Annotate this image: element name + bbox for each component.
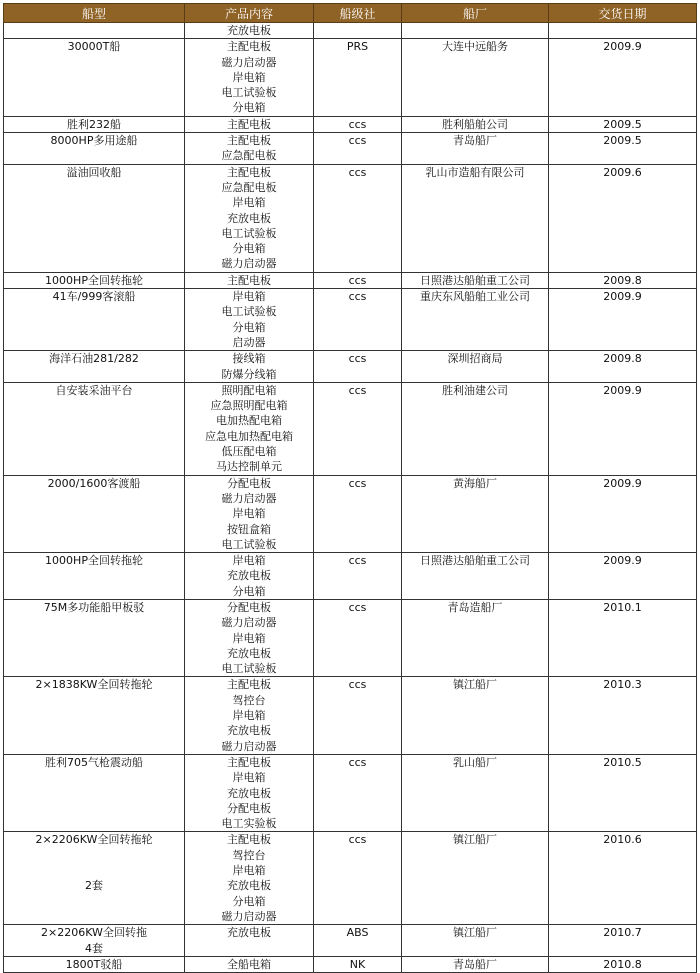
shipyard-cell-text: 乳山市造船有限公司	[425, 165, 525, 179]
products-cell-line: 磁力启动器	[221, 909, 277, 923]
society-cell-text: ccs	[348, 290, 367, 304]
ship-type-cell	[4, 133, 185, 165]
ship-type-cell-line: 30000T船	[67, 40, 121, 54]
ship-type-cell	[4, 351, 185, 383]
products-cell-line: 分电箱	[232, 320, 266, 334]
society-cell-text: ccs	[348, 554, 367, 568]
shipyard-cell	[402, 23, 549, 39]
shipyard-cell-text: 乳山船厂	[453, 755, 497, 769]
ship-type-cell-line	[4, 848, 184, 863]
society-cell-text: ccs	[348, 117, 367, 131]
table-row	[4, 116, 697, 132]
header-society: 船级社	[314, 4, 402, 23]
products-cell	[185, 475, 314, 552]
ship-type-cell	[4, 553, 185, 600]
society-cell	[314, 351, 402, 383]
ship-type-cell-line: 1000HP全回转拖轮	[45, 554, 143, 568]
products-cell	[185, 116, 314, 132]
ship-type-cell	[4, 39, 185, 116]
ship-type-cell-line: 胜利705气枪震动船	[45, 755, 143, 769]
delivery-date-cell-text: 2009.6	[603, 165, 642, 179]
ship-type-cell-line: 4套	[85, 941, 103, 955]
delivery-date-cell	[549, 39, 697, 116]
products-cell-line: 分电箱	[232, 894, 266, 908]
products-cell-line: 电加热配电箱	[216, 414, 282, 428]
shipyard-cell-text: 大连中远船务	[442, 40, 508, 54]
society-cell	[314, 956, 402, 972]
ship-type-cell-line: 2×2206KW全回转拖	[41, 926, 147, 940]
products-cell-line: 主配电板	[227, 117, 271, 131]
shipyard-cell	[402, 956, 549, 972]
shipyard-cell-text: 日照港达船舶重工公司	[420, 273, 530, 287]
delivery-date-cell-text: 2010.6	[603, 833, 642, 847]
products-cell-line: 磁力启动器	[221, 616, 277, 630]
shipyard-cell	[402, 832, 549, 925]
society-cell-text: ccs	[348, 678, 367, 692]
ship-type-cell-line	[4, 863, 184, 878]
delivery-table	[3, 3, 697, 973]
shipyard-cell	[402, 754, 549, 831]
shipyard-cell	[402, 116, 549, 132]
products-cell-line: 马达控制单元	[216, 460, 282, 474]
shipyard-cell-text: 青岛船厂	[453, 134, 497, 148]
ship-type-cell-line: 41车/999客滚船	[52, 290, 136, 304]
products-cell	[185, 39, 314, 116]
society-cell	[314, 832, 402, 925]
products-cell-line: 岸电箱	[232, 554, 266, 568]
society-cell	[314, 553, 402, 600]
products-cell-line: 充放电板	[227, 879, 271, 893]
shipyard-cell	[402, 289, 549, 351]
products-cell	[185, 133, 314, 165]
products-cell-line: 岸电箱	[232, 771, 266, 785]
delivery-date-cell	[549, 272, 697, 288]
society-cell	[314, 272, 402, 288]
shipyard-cell-text: 胜利油建公司	[442, 383, 508, 397]
products-cell	[185, 289, 314, 351]
header-row	[4, 4, 697, 23]
products-cell-line: 充放电板	[227, 646, 271, 660]
shipyard-cell-text: 镇江船厂	[453, 926, 497, 940]
shipyard-cell-text: 青岛船厂	[453, 957, 497, 971]
society-cell-text: NK	[349, 957, 366, 971]
products-cell-line: 应急照明配电箱	[210, 399, 288, 413]
table-row	[4, 272, 697, 288]
products-cell-line: 岸电箱	[232, 196, 266, 210]
products-cell-line: 防爆分线箱	[221, 367, 277, 381]
products-cell-line: 充放电板	[227, 569, 271, 583]
products-cell	[185, 754, 314, 831]
society-cell	[314, 23, 402, 39]
delivery-date-cell-text: 2009.8	[603, 352, 642, 366]
delivery-date-cell-text: 2009.9	[603, 383, 642, 397]
delivery-date-cell-text: 2009.8	[603, 273, 642, 287]
shipyard-cell-text: 胜利船舶公司	[442, 117, 508, 131]
products-cell-line: 充放电板	[227, 24, 271, 37]
society-cell	[314, 133, 402, 165]
ship-type-cell	[4, 23, 185, 39]
products-cell-line: 充放电板	[227, 724, 271, 738]
delivery-date-cell-text: 2010.5	[603, 755, 642, 769]
shipyard-cell	[402, 677, 549, 754]
table-row	[4, 289, 697, 351]
society-cell-text: ccs	[348, 134, 367, 148]
delivery-date-cell-text	[549, 23, 696, 38]
delivery-date-cell	[549, 382, 697, 475]
shipyard-cell	[402, 475, 549, 552]
shipyard-cell	[402, 351, 549, 383]
table-row	[4, 599, 697, 676]
shipyard-cell	[402, 925, 549, 957]
products-cell-line: 磁力启动器	[221, 739, 277, 753]
ship-type-cell	[4, 382, 185, 475]
society-cell-text: ccs	[348, 600, 367, 614]
products-cell	[185, 925, 314, 957]
delivery-date-cell-text: 2009.9	[603, 290, 642, 304]
products-cell-line: 主配电板	[227, 755, 271, 769]
products-cell-line: 主配电板	[227, 134, 271, 148]
society-cell	[314, 289, 402, 351]
table-row	[4, 754, 697, 831]
ship-type-cell-line: 1000HP全回转拖轮	[45, 273, 143, 287]
products-cell-line: 主配电板	[227, 273, 271, 287]
shipyard-cell-text: 深圳招商局	[447, 352, 503, 366]
products-cell-line: 充放电板	[227, 926, 271, 940]
society-cell	[314, 677, 402, 754]
products-cell-line: 分电箱	[232, 242, 266, 256]
shipyard-cell-text	[402, 23, 548, 38]
delivery-date-cell-text: 2009.9	[603, 40, 642, 54]
society-cell	[314, 925, 402, 957]
ship-type-cell-line: 胜利232船	[67, 117, 121, 131]
delivery-date-cell	[549, 351, 697, 383]
shipyard-cell	[402, 599, 549, 676]
header-delivery-date: 交货日期	[549, 4, 697, 23]
products-cell-line: 电工试验板	[221, 537, 277, 551]
society-cell-text: ccs	[348, 833, 367, 847]
products-cell-line: 分电箱	[232, 584, 266, 598]
products-cell-line: 磁力启动器	[221, 491, 277, 505]
society-cell	[314, 116, 402, 132]
society-cell-text: ccs	[348, 476, 367, 490]
products-cell	[185, 677, 314, 754]
products-cell-line: 岸电箱	[232, 70, 266, 84]
products-cell	[185, 599, 314, 676]
ship-type-cell	[4, 832, 185, 925]
ship-type-cell-line: 8000HP多用途船	[50, 134, 138, 148]
products-cell-line: 磁力启动器	[221, 257, 277, 271]
products-cell-line: 岸电箱	[232, 709, 266, 723]
table-row	[4, 39, 697, 116]
society-cell-text: ccs	[348, 383, 367, 397]
products-cell	[185, 23, 314, 39]
ship-type-cell-line: 溢油回收船	[66, 165, 122, 179]
shipyard-cell	[402, 553, 549, 600]
delivery-date-cell	[549, 553, 697, 600]
ship-type-cell	[4, 475, 185, 552]
header-ship-type: 船型	[4, 4, 185, 23]
shipyard-cell-text: 青岛造船厂	[447, 600, 503, 614]
shipyard-cell-text: 日照港达船舶重工公司	[420, 554, 530, 568]
delivery-date-cell	[549, 475, 697, 552]
delivery-date-cell	[549, 116, 697, 132]
products-cell-line: 主配电板	[227, 165, 271, 179]
ship-type-cell	[4, 272, 185, 288]
delivery-date-cell	[549, 23, 697, 39]
header-products: 产品内容	[185, 4, 314, 23]
table-row	[4, 475, 697, 552]
products-cell-line: 电工试验板	[221, 305, 277, 319]
delivery-date-cell	[549, 164, 697, 272]
society-cell	[314, 475, 402, 552]
shipyard-cell	[402, 272, 549, 288]
ship-type-cell-line: 自安装采油平台	[55, 383, 133, 397]
products-cell	[185, 351, 314, 383]
delivery-date-cell-text: 2010.8	[603, 957, 642, 971]
products-cell-line: 分配电板	[227, 801, 271, 815]
ship-type-cell	[4, 956, 185, 972]
delivery-date-cell-text: 2009.9	[603, 554, 642, 568]
products-cell-line: 电工试验板	[221, 86, 277, 100]
ship-type-cell	[4, 164, 185, 272]
delivery-date-cell	[549, 956, 697, 972]
products-cell-line: 应急配电板	[221, 180, 277, 194]
products-cell-line: 充放电板	[227, 786, 271, 800]
table-row	[4, 382, 697, 475]
society-cell-text: ABS	[346, 926, 369, 940]
society-cell	[314, 382, 402, 475]
products-cell-line: 岸电箱	[232, 290, 266, 304]
products-cell-line: 电工试验板	[221, 662, 277, 676]
delivery-date-cell-text: 2010.3	[603, 678, 642, 692]
products-cell-line: 主配电板	[227, 40, 271, 54]
delivery-date-cell	[549, 599, 697, 676]
table-row	[4, 925, 697, 957]
products-cell	[185, 956, 314, 972]
table-row	[4, 677, 697, 754]
table-row	[4, 832, 697, 925]
ship-type-cell-line: 2000/1600客渡船	[47, 476, 141, 490]
products-cell-line: 电工试验板	[221, 226, 277, 240]
ship-type-cell-line: 海洋石油281/282	[49, 352, 139, 366]
delivery-date-cell	[549, 289, 697, 351]
products-cell	[185, 272, 314, 288]
products-cell-line: 照明配电箱	[221, 383, 277, 397]
delivery-date-cell	[549, 832, 697, 925]
products-cell-line: 分配电板	[227, 600, 271, 614]
products-cell-line: 应急配电板	[221, 149, 277, 163]
delivery-date-cell	[549, 133, 697, 165]
ship-type-cell-line: 1800T驳船	[65, 957, 123, 971]
table-row	[4, 133, 697, 165]
ship-type-cell-line	[4, 23, 184, 38]
table-row	[4, 351, 697, 383]
society-cell	[314, 39, 402, 116]
shipyard-cell-text: 镇江船厂	[453, 678, 497, 692]
ship-type-cell	[4, 116, 185, 132]
delivery-date-cell-text: 2009.9	[603, 476, 642, 490]
delivery-date-cell	[549, 925, 697, 957]
society-cell-text: PRS	[346, 40, 369, 54]
header-shipyard: 船厂	[402, 4, 549, 23]
products-cell-line: 磁力启动器	[221, 55, 277, 69]
table-row	[4, 164, 697, 272]
delivery-date-cell	[549, 754, 697, 831]
shipyard-cell	[402, 164, 549, 272]
delivery-date-cell-text: 2009.5	[603, 134, 642, 148]
products-cell-line: 驾控台	[232, 693, 266, 707]
ship-type-cell	[4, 599, 185, 676]
delivery-date-cell-text: 2010.7	[603, 926, 642, 940]
society-cell-text	[314, 23, 401, 38]
products-cell	[185, 832, 314, 925]
products-cell-line: 低压配电箱	[221, 445, 277, 459]
shipyard-cell	[402, 133, 549, 165]
products-cell	[185, 382, 314, 475]
products-cell-line: 按钮盒箱	[227, 522, 271, 536]
delivery-date-cell-text: 2010.1	[603, 600, 642, 614]
products-cell-line: 主配电板	[227, 833, 271, 847]
society-cell-text: ccs	[348, 755, 367, 769]
delivery-date-cell	[549, 677, 697, 754]
society-cell	[314, 754, 402, 831]
ship-type-cell-line: 2套	[85, 879, 103, 893]
table-row	[4, 23, 697, 39]
products-cell-line: 岸电箱	[232, 864, 266, 878]
products-cell-line: 分配电板	[227, 476, 271, 490]
society-cell	[314, 164, 402, 272]
products-cell-line: 应急电加热配电箱	[205, 429, 293, 443]
products-cell-line: 启动器	[232, 335, 266, 349]
products-cell-line: 全船电箱	[227, 957, 271, 971]
products-cell-line: 分电箱	[232, 101, 266, 115]
shipyard-cell	[402, 382, 549, 475]
products-cell-line: 岸电箱	[232, 507, 266, 521]
ship-type-cell	[4, 754, 185, 831]
delivery-date-cell-text: 2009.5	[603, 117, 642, 131]
products-cell-line: 岸电箱	[232, 631, 266, 645]
products-cell-line: 主配电板	[227, 678, 271, 692]
ship-type-cell-line: 75M多功能船甲板驳	[43, 600, 145, 614]
products-cell-line: 充放电板	[227, 211, 271, 225]
society-cell	[314, 599, 402, 676]
products-cell-line: 驾控台	[232, 848, 266, 862]
products-cell	[185, 553, 314, 600]
ship-type-cell	[4, 677, 185, 754]
shipyard-cell-text: 重庆东风船舶工业公司	[420, 290, 530, 304]
society-cell-text: ccs	[348, 273, 367, 287]
shipyard-cell-text: 黄海船厂	[453, 476, 497, 490]
table-row	[4, 553, 697, 600]
products-cell	[185, 164, 314, 272]
society-cell-text: ccs	[348, 165, 367, 179]
table-row	[4, 956, 697, 972]
ship-type-cell-line: 2×1838KW全回转拖轮	[35, 678, 153, 692]
ship-type-cell	[4, 289, 185, 351]
ship-type-cell-line: 2×2206KW全回转拖轮	[35, 833, 153, 847]
products-cell-line: 接线箱	[232, 352, 266, 366]
shipyard-cell-text: 镇江船厂	[453, 833, 497, 847]
ship-type-cell	[4, 925, 185, 957]
society-cell-text: ccs	[348, 352, 367, 366]
products-cell-line: 电工实验板	[221, 817, 277, 831]
shipyard-cell	[402, 39, 549, 116]
